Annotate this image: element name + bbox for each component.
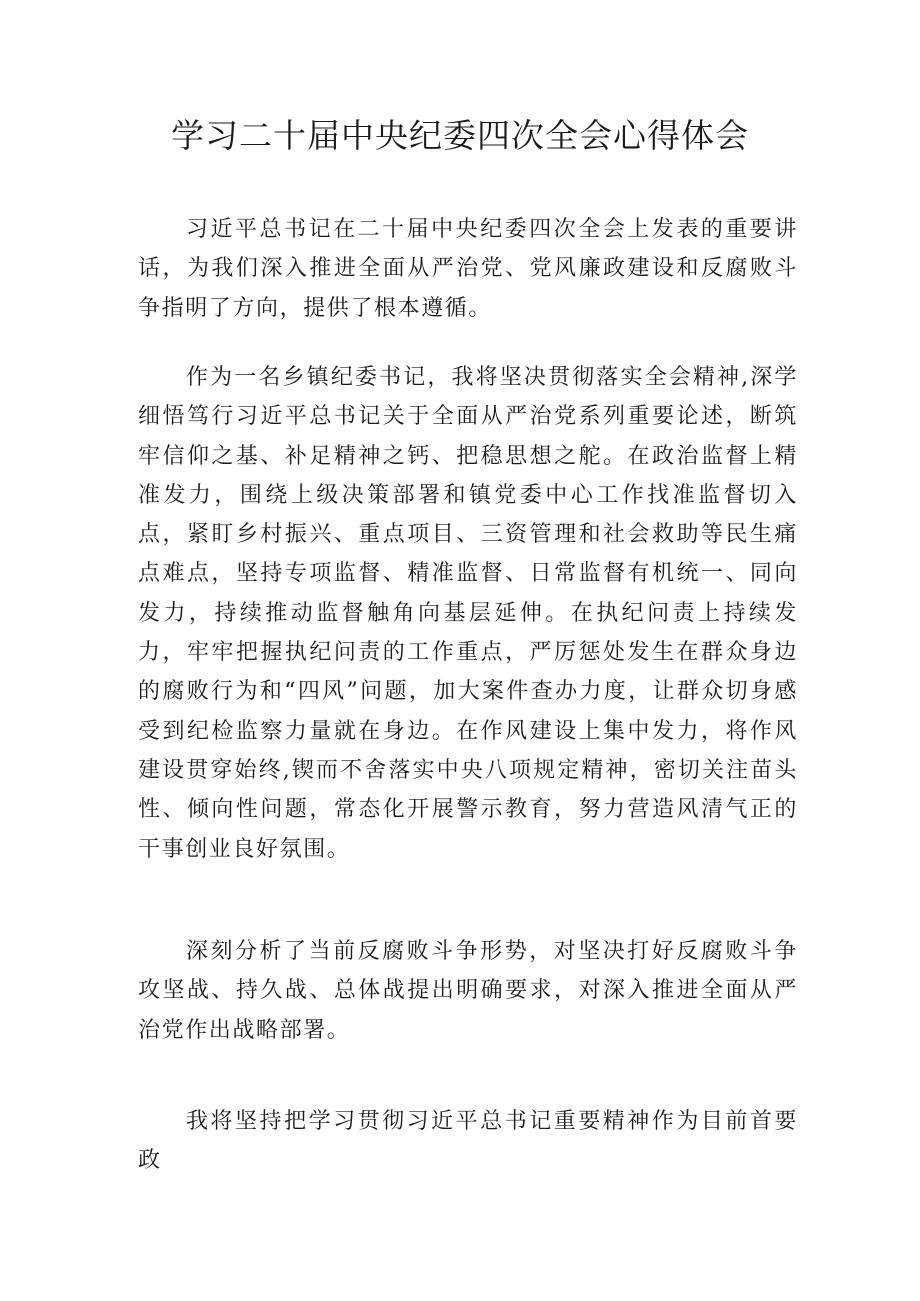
paragraph-4: 我将坚持把学习贯彻习近平总书记重要精神作为目前首要政 xyxy=(138,1109,798,1174)
document-title: 学习二十届中央纪委四次全会心得体会 xyxy=(171,116,749,155)
paragraph-3: 深刻分析了当前反腐败斗争形势，对坚决打好反腐败斗争攻坚战、持久战、总体战提出明确要求，对深入推进全面从严治党作出战略部署。 xyxy=(138,939,798,1043)
paragraph-2: 作为一名乡镇纪委书记，我将坚决贯彻落实全会精神,深学细悟笃行习近平总书记关于全面从严治党系列重要论述，断筑牢信仰之基、补足精神之钙、把稳思想之舵。在政治监督上精准发力，围绕上级决策部署和镇党委中心工作找准监督切入点，紧盯乡村振兴、重点项目、三资管理和社会救助等民生痛点难点，坚持专项监督、精准监督、日常监督有机统一、同向发力，持续推动监督触角向基层延伸。在执纪问责上持续发力，牢牢把握执纪问责的工作重点，严厉惩处发生在群众身边的腐败行为和“四风”问题，加大案件查办力度，让群众切身感受到纪检监察力量就在身边。在作风建设上集中发力，将作风建设贯穿始终,锲而不舍落实中央八项规定精神，密切关注苗头性、倾向性问题，常态化开展警示教育，努力营造风清气正的干事创业良好氛围。 xyxy=(138,365,798,862)
paragraph-1: 习近平总书记在二十届中央纪委四次全会上发表的重要讲话，为我们深入推进全面从严治党、党风廉政建设和反腐败斗争指明了方向，提供了根本遵循。 xyxy=(138,217,798,321)
